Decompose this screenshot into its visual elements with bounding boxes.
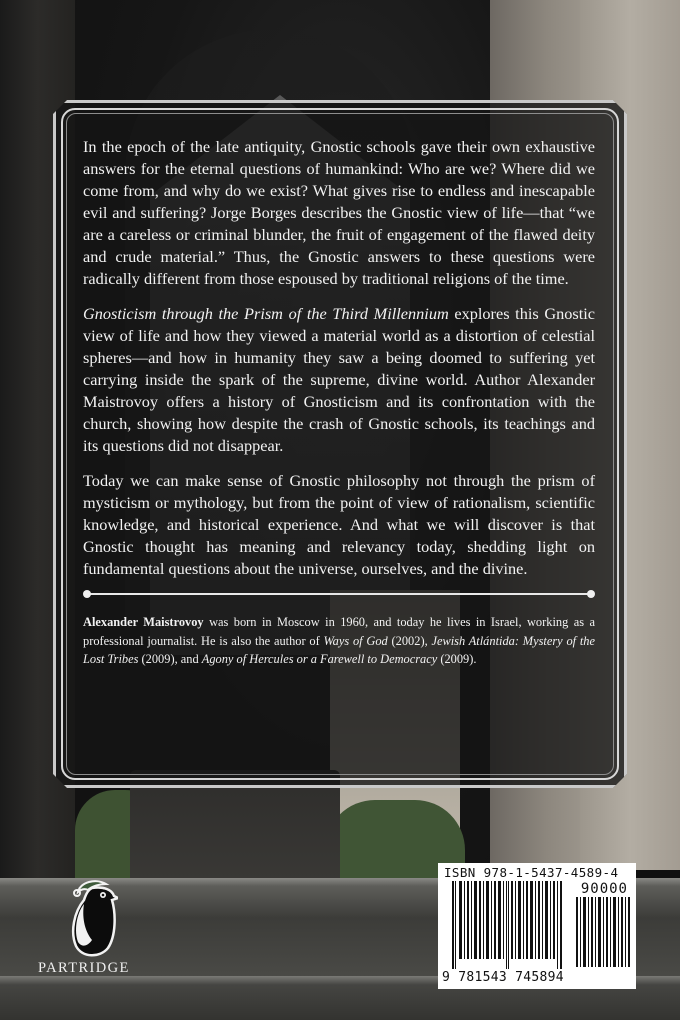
price-code: 90000	[580, 881, 628, 897]
bio-book-title: Ways of God	[323, 633, 388, 648]
bio-text: (2009), and	[138, 652, 202, 666]
publisher-logo	[38, 878, 148, 977]
bio-text: (2002),	[387, 633, 432, 648]
isbn-label: ISBN 978-1-5437-4589-4	[444, 865, 619, 880]
background-statue-base	[130, 770, 340, 890]
paragraph-text: explores this Gnostic view of life and how they viewed a material world as a distortion of celestial spheres—and how in humanity they saw a being doomed to suffering yet carrying inside the spark of the supreme, divine world. Author Alexander Maistrovoy offers a history of Gnosticism and its confrontation with the church, showing how despite the crash of Gnostic schools, its teachings and its questions did not disappear.	[83, 304, 595, 455]
blurb-paragraph-2	[83, 303, 595, 457]
bio-text: (2009).	[437, 652, 477, 666]
blurb-paragraph-1	[83, 136, 595, 290]
isbn-barcode	[438, 863, 636, 989]
partridge-bird-icon	[70, 878, 118, 958]
book-title-italic: Gnosticism through the Prism of the Third Millennium	[83, 304, 449, 323]
ean-digits: 9 781543 745894	[442, 970, 564, 985]
paragraph-text: In the epoch of the late antiquity, Gnostic schools gave their own exhaustive answers for the eternal questions of humankind: Who are we? Where did we come from, and why do we exist? What gives rise to endless and inescapable evil and suffering? Jorge Borges describes the Gnostic view of life—that “we are a careless or criminal blunder, the fruit of engagement of the flawed deity and crude material.” Thus, the Gnostic answers to these questions were radically different from those espoused by traditional religions of the time.	[83, 137, 595, 288]
divider-dot-right	[587, 590, 595, 598]
barcode-bars-main	[452, 881, 562, 969]
bio-text: was born in Moscow in 1960, and today he lives in Israel, working as a professional journalist. He is also the author of	[83, 615, 595, 648]
blurb-paragraph-3	[83, 470, 595, 580]
barcode-bars-addon	[576, 897, 630, 967]
section-divider	[87, 593, 591, 595]
divider-dot-left	[83, 590, 91, 598]
author-bio	[83, 613, 595, 669]
paragraph-text: Today we can make sense of Gnostic philosophy not through the prism of mysticism or mythology, but from the point of view of rationalism, scientific knowledge, and historical experience. And what we will discover is that Gnostic thought has meaning and relevancy today, shedding light on fundamental questions about the universe, ourselves, and the divine.	[83, 471, 595, 578]
bio-book-title: Jewish Atlántida: Mystery of the Lost Tribes	[83, 633, 596, 666]
blurb-frame	[53, 100, 627, 788]
publisher-name: PARTRIDGE	[38, 960, 130, 976]
author-name: Alexander Maistrovoy	[83, 615, 204, 629]
blurb-content	[83, 136, 595, 682]
bio-book-title: Agony of Hercules or a Farewell to Democracy	[201, 652, 438, 666]
